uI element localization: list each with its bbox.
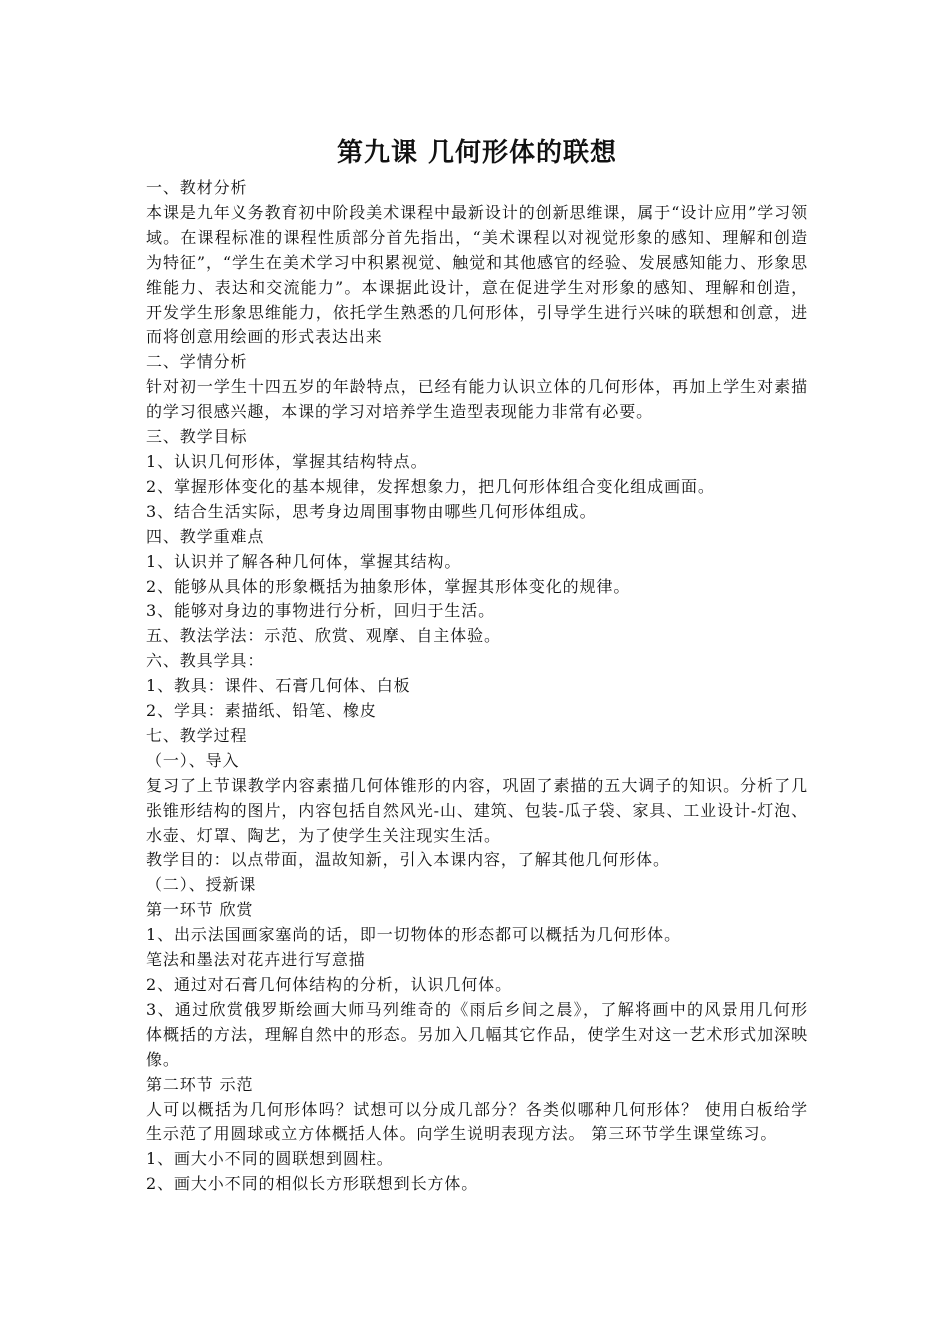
paragraph-introduction: 复习了上节课教学内容素描几何体锥形的内容，巩固了素描的五大调子的知识。分析了几张锥形结构的图片，内容包括自然风光-山、建筑、包装-瓜子袋、家具、工业设计-灯泡、水壶、灯罩、陶艺，为了使学生关注现实生活。 [146, 775, 808, 845]
practice-item-1: 1、画大小不同的圆联想到圆柱。 [146, 1149, 394, 1169]
appreciation-item-1: 1、出示法国画家塞尚的话，即一切物体的形态都可以概括为几何形体。 [146, 925, 681, 945]
heading-textbook-analysis: 一、教材分析 [146, 178, 248, 197]
paragraph-textbook-analysis: 本课是九年义务教育初中阶段美术课程中最新设计的创新思维课，属于“设计应用”学习领域。在课程标准的课程性质部分首先指出，“美术课程以对视觉形象的感知、理解和创造为特征”，“学生在美术学习中积累视觉、触觉和其他感官的经验、发展感知能力、形象思维能力、表达和交流能力”。本课据此设计，意在促进学生对形象的感知、理解和创造，开发学生形象思维能力，依托学生熟悉的几何形体，引导学生进行兴味的联想和创意，进而将创意用绘画的形式表达出来 [146, 202, 808, 347]
heading-teaching-tools: 六、教具学具： [146, 651, 265, 671]
section-demonstration: 第二环节 示范 [146, 1074, 254, 1094]
appreciation-note: 笔法和墨法对花卉进行写意描 [146, 950, 366, 970]
paragraph-demonstration: 人可以概括为几何形体吗？试想可以分成几部分？各类似哪种几何形体？ 使用白板给学生示范了用圆球或立方体概括人体。向学生说明表现方法。 第三环节学生课堂练习。 [146, 1099, 808, 1144]
goal-item-3: 3、结合生活实际，思考身边周围事物由哪些几何形体组成。 [146, 501, 597, 521]
appreciation-item-3: 3、通过欣赏俄罗斯绘画大师马列维奇的《雨后乡间之晨》，了解将画中的风景用几何形体概括的方法，理解自然中的形态。另加入几幅其它作品，使学生对这一艺术形式加深映像。 [146, 999, 808, 1069]
heading-teaching-process: 七、教学过程 [146, 725, 248, 745]
difficulty-item-3: 3、能够对身边的事物进行分析，回归于生活。 [146, 601, 496, 621]
heading-student-analysis: 二、学情分析 [146, 352, 248, 372]
page-title: 第九课 几何形体的联想 [336, 138, 618, 168]
practice-item-2: 2、画大小不同的相似长方形联想到长方体。 [146, 1174, 479, 1194]
tools-item-1: 1、教具：课件、石膏几何体、白板 [146, 676, 411, 696]
subheading-new-lesson: （二）、授新课 [146, 875, 257, 895]
tools-item-2: 2、学具：素描纸、铅笔、橡皮 [146, 701, 377, 721]
difficulty-item-1: 1、认识并了解各种几何体，掌握其结构。 [146, 551, 462, 571]
goal-item-2: 2、掌握形体变化的基本规律，发挥想象力，把几何形体组合变化组成画面。 [146, 476, 715, 496]
paragraph-introduction-purpose: 教学目的：以点带面，温故知新，引入本课内容，了解其他几何形体。 [146, 850, 670, 870]
subheading-introduction: （一）、导入 [146, 750, 240, 770]
heading-key-difficulties: 四、教学重难点 [146, 526, 265, 546]
appreciation-item-2: 2、通过对石膏几何体结构的分析，认识几何体。 [146, 975, 512, 994]
difficulty-item-2: 2、能够从具体的形象概括为抽象形体，掌握其形体变化的规律。 [146, 576, 631, 596]
document-body [146, 176, 808, 1197]
heading-teaching-methods: 五、教法学法：示范、欣赏、观摩、自主体验。 [146, 626, 501, 646]
heading-teaching-goals: 三、教学目标 [146, 427, 248, 447]
paragraph-student-analysis: 针对初一学生十四五岁的年龄特点，已经有能力认识立体的几何形体，再加上学生对素描的学习很感兴趣，本课的学习对培养学生造型表现能力非常有必要。 [146, 377, 808, 422]
document-page [146, 130, 808, 1197]
section-appreciation: 第一环节 欣赏 [146, 900, 254, 920]
goal-item-1: 1、认识几何形体，掌握其结构特点。 [146, 451, 428, 471]
